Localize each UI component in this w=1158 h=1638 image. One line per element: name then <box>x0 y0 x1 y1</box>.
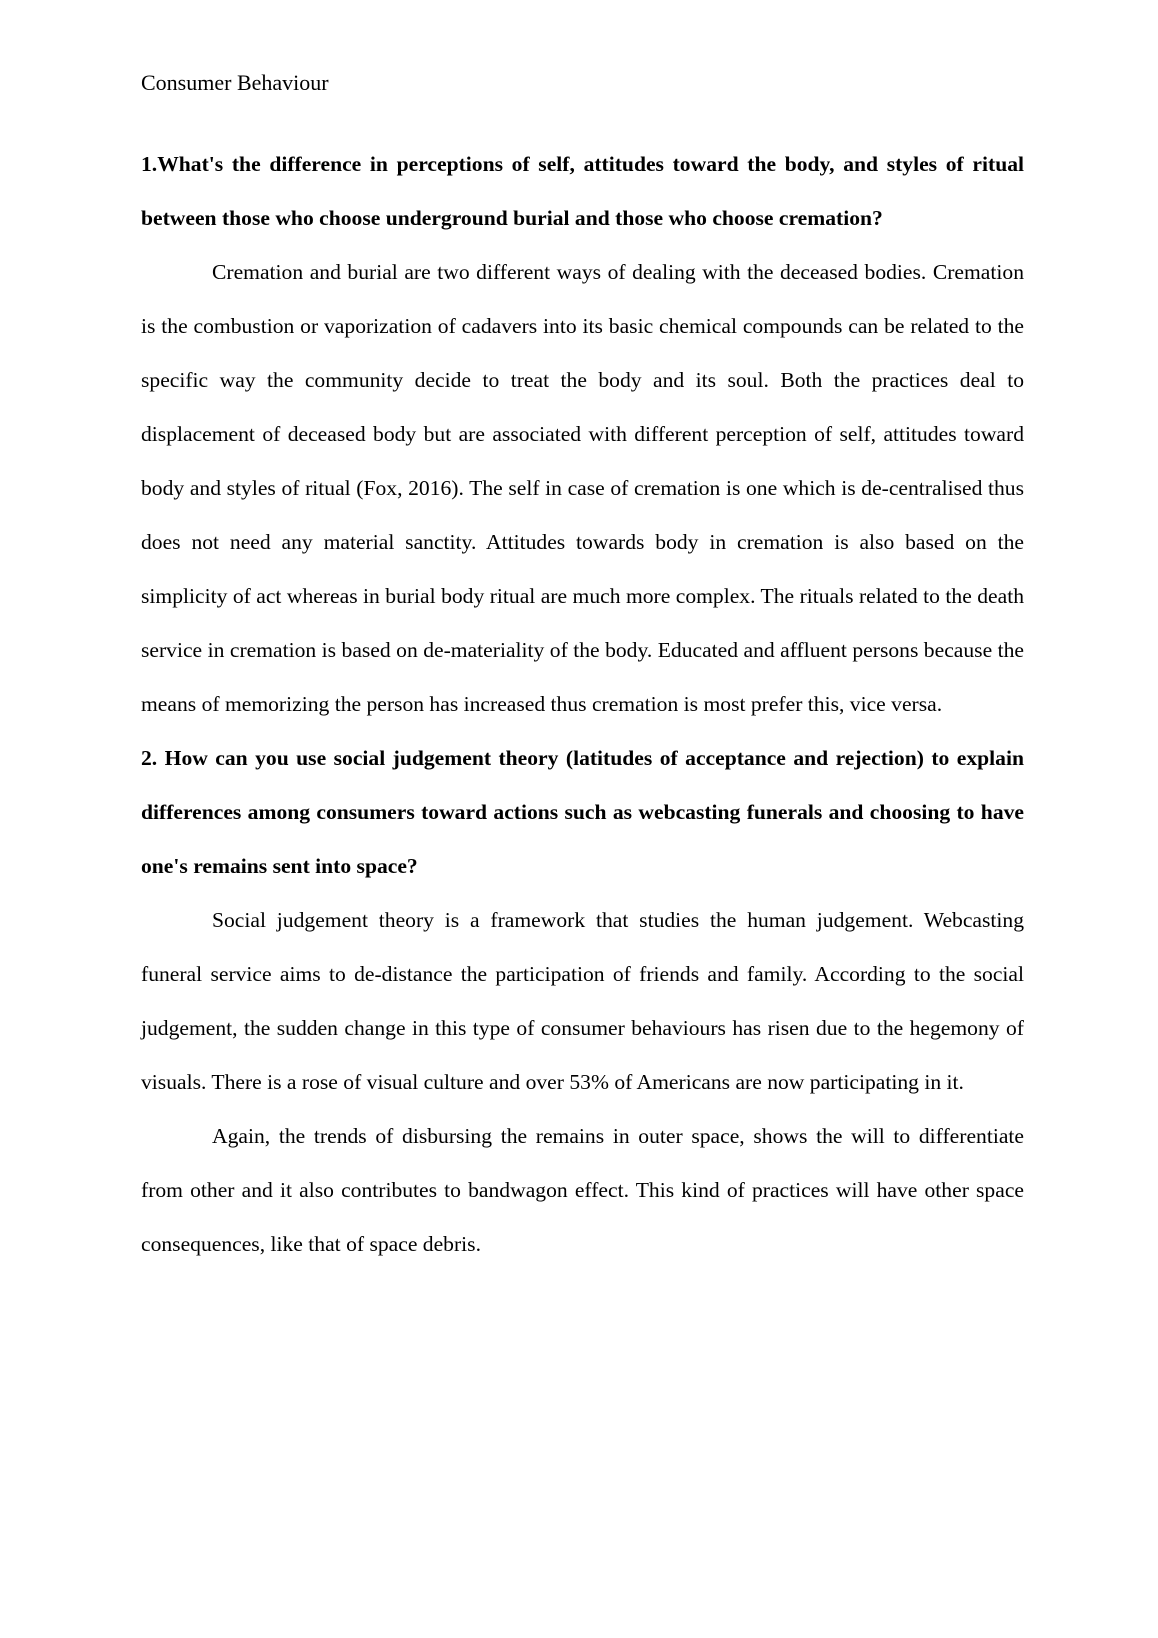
answer-2-paragraph-2: Again, the trends of disbursing the remains in outer space, shows the will to differentiate from other and it also contributes to bandwagon effect. This kind of practices will have other space consequences, like that of space debris. <box>141 1124 1024 1256</box>
question-2-heading: 2. How can you use social judgement theory (latitudes of acceptance and rejection) to explain differences among consumers toward actions such as webcasting funerals and choosing to have one's remains sent into space? <box>141 746 1024 878</box>
answer-2-paragraph-1: Social judgement theory is a framework that studies the human judgement. Webcasting funeral service aims to de-distance the participation of friends and family. According to the social judgement, the sudden change in this type of consumer behaviours has risen due to the hegemony of visuals. There is a rose of visual culture and over 53% of Americans are now participating in it. <box>141 908 1024 1094</box>
answer-1-paragraph: Cremation and burial are two different ways of dealing with the deceased bodies. Cremation is the combustion or vaporization of cadavers into its basic chemical compounds can be related to the specific way the community decide to treat the body and its soul. Both the practices deal to displacement of deceased body but are associated with different perception of self, attitudes toward body and styles of ritual (Fox, 2016). The self in case of cremation is one which is de-centralised thus does not need any material sanctity. Attitudes towards body in cremation is also based on the simplicity of act whereas in burial body ritual are much more complex. The rituals related to the death service in cremation is based on de-materiality of the body. Educated and affluent persons because the means of memorizing the person has increased thus cremation is most prefer this, vice versa. <box>141 260 1024 716</box>
document-body <box>141 137 1024 1271</box>
running-head: Consumer Behaviour <box>141 70 329 95</box>
question-1-heading: 1.What's the difference in perceptions of self, attitudes toward the body, and styles of ritual between those who choose underground burial and those who choose cremation? <box>141 152 1024 230</box>
